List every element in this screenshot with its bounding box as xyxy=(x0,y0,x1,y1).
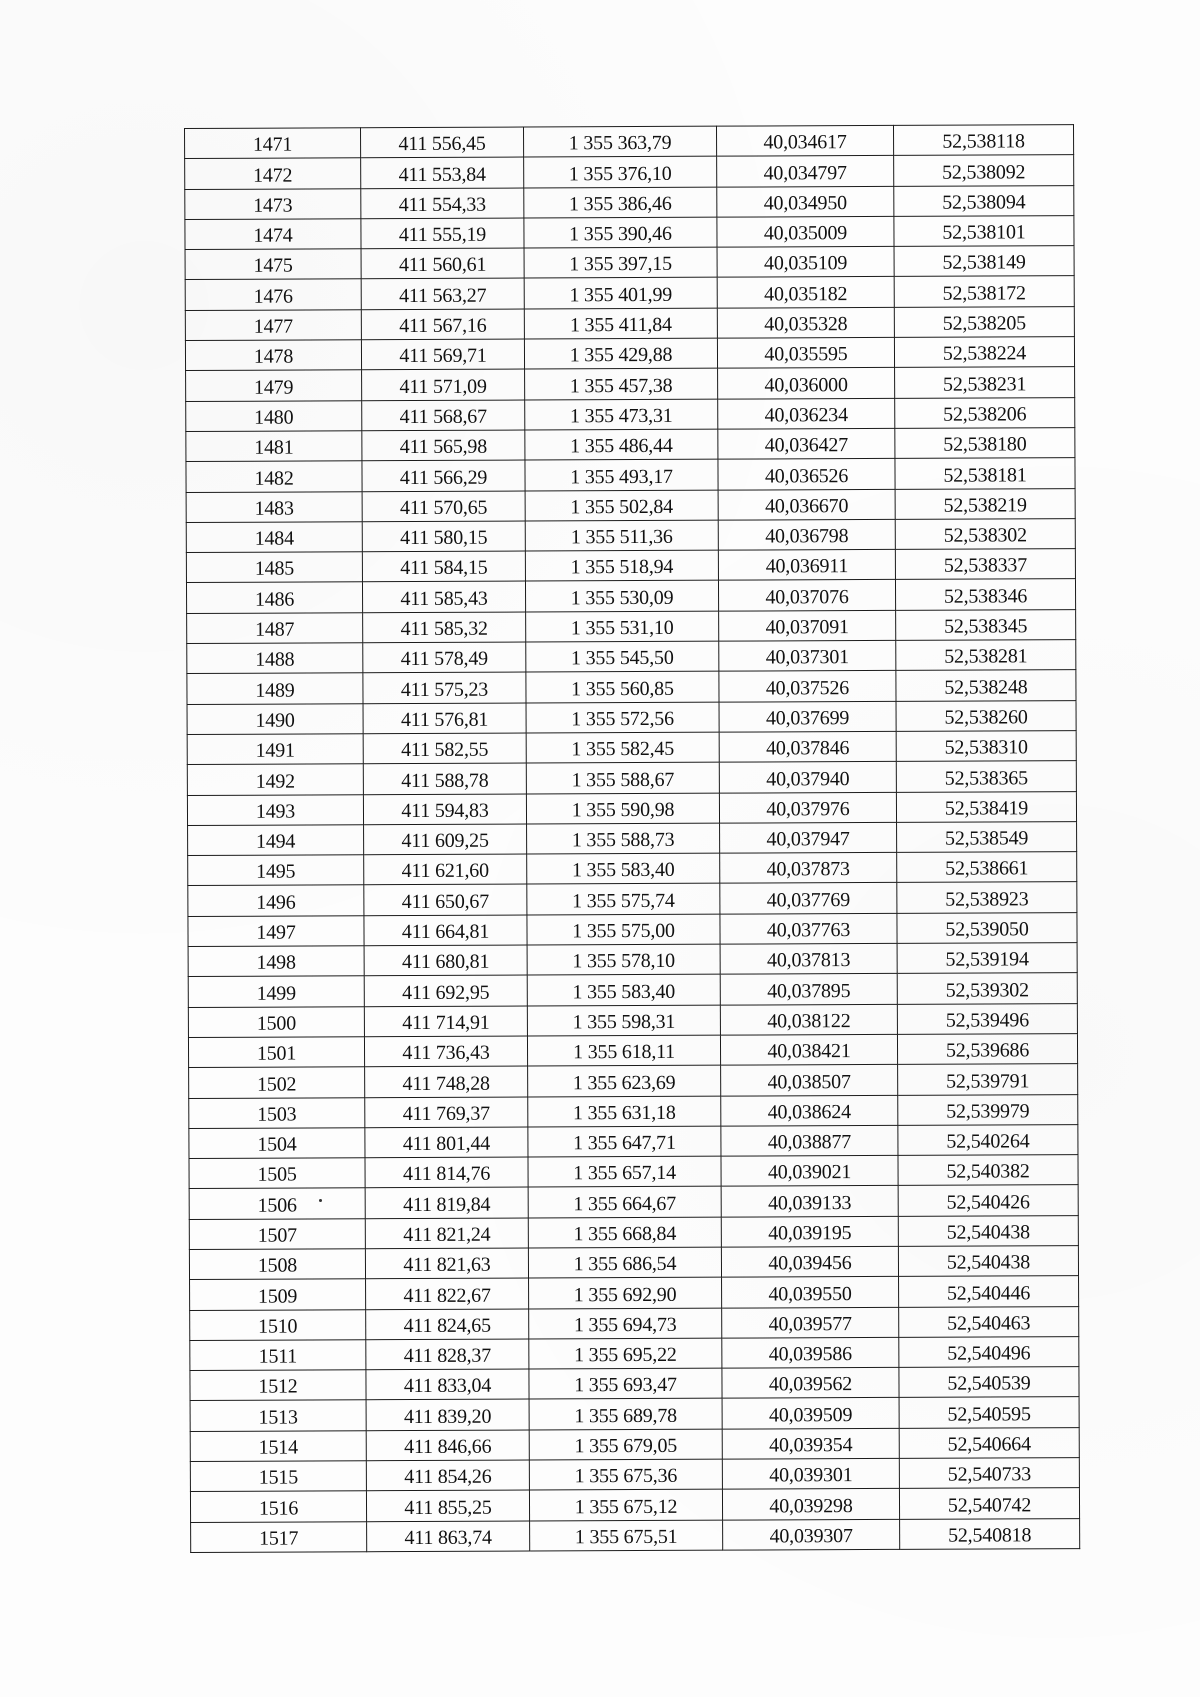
y-coordinate-cell: 1 355 668,84 xyxy=(528,1217,721,1248)
y-coordinate-cell: 1 355 545,50 xyxy=(526,641,719,672)
y-coordinate-cell: 1 355 583,40 xyxy=(527,974,720,1005)
table-row xyxy=(188,1034,1077,1068)
latitude-cell: 40,038122 xyxy=(720,1004,897,1035)
longitude-cell: 52,538101 xyxy=(894,216,1074,247)
x-coordinate-cell: 411 566,29 xyxy=(362,460,525,491)
point-number-cell: 1503 xyxy=(189,1097,365,1128)
table-row xyxy=(189,1215,1078,1249)
x-coordinate-cell: 411 748,28 xyxy=(365,1066,528,1097)
longitude-cell: 52,540742 xyxy=(899,1488,1079,1519)
y-coordinate-cell: 1 355 631,18 xyxy=(528,1096,721,1127)
y-coordinate-cell: 1 355 572,56 xyxy=(526,702,719,733)
longitude-cell: 52,538281 xyxy=(896,640,1076,671)
longitude-cell: 52,540664 xyxy=(899,1427,1079,1458)
point-number-cell: 1497 xyxy=(188,915,364,946)
y-coordinate-cell: 1 355 511,36 xyxy=(525,520,718,551)
table-row xyxy=(190,1488,1079,1522)
longitude-cell: 52,538181 xyxy=(895,458,1075,489)
x-coordinate-cell: 411 580,15 xyxy=(362,521,525,552)
x-coordinate-cell: 411 609,25 xyxy=(364,824,527,855)
latitude-cell: 40,034797 xyxy=(717,156,894,187)
point-number-cell: 1494 xyxy=(188,825,364,856)
point-number-cell: 1512 xyxy=(190,1370,366,1401)
y-coordinate-cell: 1 355 502,84 xyxy=(525,490,718,521)
x-coordinate-cell: 411 554,33 xyxy=(361,188,524,219)
latitude-cell: 40,037301 xyxy=(719,640,896,671)
table-row xyxy=(186,367,1075,401)
table-row xyxy=(190,1306,1079,1340)
x-coordinate-cell: 411 585,32 xyxy=(363,612,526,643)
y-coordinate-cell: 1 355 623,69 xyxy=(528,1065,721,1096)
y-coordinate-cell: 1 355 590,98 xyxy=(526,793,719,824)
table-row xyxy=(185,125,1074,159)
y-coordinate-cell: 1 355 518,94 xyxy=(525,550,718,581)
latitude-cell: 40,037947 xyxy=(720,822,897,853)
point-number-cell: 1498 xyxy=(188,946,364,977)
table-row xyxy=(189,1185,1078,1219)
longitude-cell: 52,540595 xyxy=(899,1397,1079,1428)
longitude-cell: 52,538549 xyxy=(897,821,1077,852)
latitude-cell: 40,039133 xyxy=(721,1186,898,1217)
point-number-cell: 1490 xyxy=(187,703,363,734)
x-coordinate-cell: 411 824,65 xyxy=(366,1309,529,1340)
x-coordinate-cell: 411 821,24 xyxy=(365,1218,528,1249)
y-coordinate-cell: 1 355 390,46 xyxy=(524,217,717,248)
y-coordinate-cell: 1 355 530,09 xyxy=(525,581,718,612)
x-coordinate-cell: 411 664,81 xyxy=(364,915,527,946)
y-coordinate-cell: 1 355 578,10 xyxy=(527,944,720,975)
x-coordinate-cell: 411 585,43 xyxy=(362,581,525,612)
point-number-cell: 1471 xyxy=(185,128,361,159)
table-row xyxy=(185,276,1074,310)
point-number-cell: 1501 xyxy=(188,1037,364,1068)
table-row xyxy=(190,1276,1079,1310)
x-coordinate-cell: 411 556,45 xyxy=(361,127,524,158)
point-number-cell: 1492 xyxy=(187,764,363,795)
table-row xyxy=(186,579,1075,613)
y-coordinate-cell: 1 355 692,90 xyxy=(529,1277,722,1308)
longitude-cell: 52,540818 xyxy=(900,1518,1080,1549)
x-coordinate-cell: 411 855,25 xyxy=(366,1490,529,1521)
point-number-cell: 1475 xyxy=(185,249,361,280)
table-row xyxy=(188,943,1077,977)
longitude-cell: 52,538365 xyxy=(896,761,1076,792)
x-coordinate-cell: 411 565,98 xyxy=(362,430,525,461)
x-coordinate-cell: 411 821,63 xyxy=(365,1248,528,1279)
y-coordinate-cell: 1 355 686,54 xyxy=(528,1247,721,1278)
y-coordinate-cell: 1 355 657,14 xyxy=(528,1156,721,1187)
point-number-cell: 1489 xyxy=(187,673,363,704)
latitude-cell: 40,037895 xyxy=(720,974,897,1005)
point-number-cell: 1516 xyxy=(190,1491,366,1522)
scan-speck xyxy=(319,1199,322,1202)
point-number-cell: 1500 xyxy=(188,1006,364,1037)
table-row xyxy=(188,1003,1077,1037)
longitude-cell: 52,540496 xyxy=(899,1336,1079,1367)
x-coordinate-cell: 411 582,55 xyxy=(363,733,526,764)
x-coordinate-cell: 411 570,65 xyxy=(362,491,525,522)
table-row xyxy=(188,852,1077,886)
latitude-cell: 40,037813 xyxy=(720,943,897,974)
y-coordinate-cell: 1 355 664,67 xyxy=(528,1187,721,1218)
table-row xyxy=(187,640,1076,674)
latitude-cell: 40,036234 xyxy=(718,398,895,429)
x-coordinate-cell: 411 814,76 xyxy=(365,1157,528,1188)
table-row xyxy=(186,397,1075,431)
x-coordinate-cell: 411 801,44 xyxy=(365,1127,528,1158)
latitude-cell: 40,037769 xyxy=(720,883,897,914)
longitude-cell: 52,538180 xyxy=(895,428,1075,459)
point-number-cell: 1491 xyxy=(187,734,363,765)
y-coordinate-cell: 1 355 386,46 xyxy=(524,187,717,218)
latitude-cell: 40,038421 xyxy=(720,1034,897,1065)
y-coordinate-cell: 1 355 675,12 xyxy=(529,1490,722,1521)
longitude-cell: 52,538248 xyxy=(896,670,1076,701)
point-number-cell: 1504 xyxy=(189,1128,365,1159)
x-coordinate-cell: 411 569,71 xyxy=(361,339,524,370)
x-coordinate-cell: 411 854,26 xyxy=(366,1460,529,1491)
latitude-cell: 40,034950 xyxy=(717,186,894,217)
y-coordinate-cell: 1 355 376,10 xyxy=(524,156,717,187)
latitude-cell: 40,037873 xyxy=(720,853,897,884)
longitude-cell: 52,539302 xyxy=(897,973,1077,1004)
latitude-cell: 40,038507 xyxy=(721,1065,898,1096)
y-coordinate-cell: 1 355 583,40 xyxy=(527,853,720,884)
point-number-cell: 1487 xyxy=(187,612,363,643)
y-coordinate-cell: 1 355 694,73 xyxy=(529,1308,722,1339)
x-coordinate-cell: 411 553,84 xyxy=(361,157,524,188)
longitude-cell: 52,538205 xyxy=(894,306,1074,337)
longitude-cell: 52,540539 xyxy=(899,1367,1079,1398)
table-row xyxy=(187,609,1076,643)
y-coordinate-cell: 1 355 582,45 xyxy=(526,732,719,763)
latitude-cell: 40,036670 xyxy=(718,489,895,520)
point-number-cell: 1505 xyxy=(189,1158,365,1189)
table-row xyxy=(187,791,1076,825)
longitude-cell: 52,540438 xyxy=(898,1215,1078,1246)
y-coordinate-cell: 1 355 647,71 xyxy=(528,1126,721,1157)
latitude-cell: 40,036798 xyxy=(718,519,895,550)
longitude-cell: 52,538923 xyxy=(897,882,1077,913)
table-row xyxy=(185,337,1074,371)
x-coordinate-cell: 411 594,83 xyxy=(363,794,526,825)
x-coordinate-cell: 411 714,91 xyxy=(364,1006,527,1037)
table-row xyxy=(190,1367,1079,1401)
longitude-cell: 52,538231 xyxy=(895,367,1075,398)
x-coordinate-cell: 411 828,37 xyxy=(366,1339,529,1370)
x-coordinate-cell: 411 692,95 xyxy=(364,975,527,1006)
y-coordinate-cell: 1 355 401,99 xyxy=(524,278,717,309)
y-coordinate-cell: 1 355 575,00 xyxy=(527,914,720,945)
table-row xyxy=(189,1064,1078,1098)
point-number-cell: 1499 xyxy=(188,976,364,1007)
point-number-cell: 1507 xyxy=(189,1218,365,1249)
longitude-cell: 52,538419 xyxy=(896,791,1076,822)
x-coordinate-cell: 411 833,04 xyxy=(366,1369,529,1400)
point-number-cell: 1510 xyxy=(190,1309,366,1340)
longitude-cell: 52,540438 xyxy=(898,1246,1078,1277)
point-number-cell: 1478 xyxy=(185,340,361,371)
y-coordinate-cell: 1 355 411,84 xyxy=(524,308,717,339)
x-coordinate-cell: 411 555,19 xyxy=(361,218,524,249)
y-coordinate-cell: 1 355 457,38 xyxy=(525,369,718,400)
longitude-cell: 52,538094 xyxy=(894,185,1074,216)
longitude-cell: 52,538260 xyxy=(896,700,1076,731)
table-row xyxy=(187,731,1076,765)
x-coordinate-cell: 411 560,61 xyxy=(361,248,524,279)
table-row xyxy=(186,518,1075,552)
longitude-cell: 52,540733 xyxy=(899,1458,1079,1489)
longitude-cell: 52,538172 xyxy=(894,276,1074,307)
y-coordinate-cell: 1 355 618,11 xyxy=(527,1035,720,1066)
y-coordinate-cell: 1 355 679,05 xyxy=(529,1429,722,1460)
point-number-cell: 1488 xyxy=(187,643,363,674)
point-number-cell: 1517 xyxy=(191,1521,367,1552)
longitude-cell: 52,538346 xyxy=(895,579,1075,610)
x-coordinate-cell: 411 578,49 xyxy=(363,642,526,673)
table-row xyxy=(189,1094,1078,1128)
point-number-cell: 1483 xyxy=(186,491,362,522)
longitude-cell: 52,539496 xyxy=(897,1003,1077,1034)
y-coordinate-cell: 1 355 588,73 xyxy=(527,823,720,854)
x-coordinate-cell: 411 650,67 xyxy=(364,884,527,915)
latitude-cell: 40,037699 xyxy=(719,701,896,732)
table-row xyxy=(190,1397,1079,1431)
y-coordinate-cell: 1 355 493,17 xyxy=(525,459,718,490)
point-number-cell: 1477 xyxy=(185,310,361,341)
y-coordinate-cell: 1 355 473,31 xyxy=(525,399,718,430)
table-row xyxy=(189,1155,1078,1189)
point-number-cell: 1474 xyxy=(185,219,361,250)
point-number-cell: 1486 xyxy=(186,582,362,613)
latitude-cell: 40,035109 xyxy=(717,247,894,278)
longitude-cell: 52,538092 xyxy=(894,155,1074,186)
x-coordinate-cell: 411 568,67 xyxy=(362,400,525,431)
point-number-cell: 1495 xyxy=(188,855,364,886)
latitude-cell: 40,036427 xyxy=(718,428,895,459)
y-coordinate-cell: 1 355 588,67 xyxy=(526,762,719,793)
y-coordinate-cell: 1 355 560,85 xyxy=(526,672,719,703)
longitude-cell: 52,538118 xyxy=(893,125,1073,156)
point-number-cell: 1508 xyxy=(189,1249,365,1280)
table-row xyxy=(188,821,1077,855)
latitude-cell: 40,037976 xyxy=(719,792,896,823)
latitude-cell: 40,036000 xyxy=(718,368,895,399)
table-row xyxy=(185,246,1074,280)
longitude-cell: 52,538224 xyxy=(894,337,1074,368)
x-coordinate-cell: 411 863,74 xyxy=(367,1521,530,1552)
table-row xyxy=(185,185,1074,219)
table-row xyxy=(186,428,1075,462)
x-coordinate-cell: 411 588,78 xyxy=(363,763,526,794)
table-row xyxy=(185,155,1074,189)
table-row xyxy=(186,549,1075,583)
latitude-cell: 40,035595 xyxy=(717,337,894,368)
latitude-cell: 40,035328 xyxy=(717,307,894,338)
point-number-cell: 1479 xyxy=(186,370,362,401)
point-number-cell: 1514 xyxy=(190,1430,366,1461)
latitude-cell: 40,039550 xyxy=(722,1277,899,1308)
latitude-cell: 40,036526 xyxy=(718,459,895,490)
latitude-cell: 40,037940 xyxy=(719,762,896,793)
latitude-cell: 40,039577 xyxy=(722,1307,899,1338)
x-coordinate-cell: 411 571,09 xyxy=(362,369,525,400)
x-coordinate-cell: 411 621,60 xyxy=(364,854,527,885)
latitude-cell: 40,037846 xyxy=(719,731,896,762)
x-coordinate-cell: 411 736,43 xyxy=(364,1036,527,1067)
y-coordinate-cell: 1 355 675,51 xyxy=(530,1520,723,1551)
latitude-cell: 40,039298 xyxy=(722,1489,899,1520)
point-number-cell: 1493 xyxy=(187,794,363,825)
latitude-cell: 40,035009 xyxy=(717,216,894,247)
latitude-cell: 40,039562 xyxy=(722,1368,899,1399)
table-row xyxy=(185,216,1074,250)
point-number-cell: 1476 xyxy=(185,279,361,310)
longitude-cell: 52,538345 xyxy=(896,609,1076,640)
latitude-cell: 40,039354 xyxy=(722,1428,899,1459)
table-row xyxy=(186,488,1075,522)
table-row xyxy=(187,700,1076,734)
point-number-cell: 1511 xyxy=(190,1340,366,1371)
y-coordinate-cell: 1 355 429,88 xyxy=(524,338,717,369)
point-number-cell: 1482 xyxy=(186,461,362,492)
latitude-cell: 40,039301 xyxy=(722,1458,899,1489)
table-row xyxy=(190,1458,1079,1492)
point-number-cell: 1515 xyxy=(190,1461,366,1492)
x-coordinate-cell: 411 769,37 xyxy=(365,1097,528,1128)
longitude-cell: 52,538219 xyxy=(895,488,1075,519)
coordinates-table xyxy=(184,124,1080,1553)
table-row xyxy=(188,882,1077,916)
table-row xyxy=(189,1246,1078,1280)
latitude-cell: 40,037091 xyxy=(719,610,896,641)
longitude-cell: 52,540463 xyxy=(899,1306,1079,1337)
latitude-cell: 40,037763 xyxy=(720,913,897,944)
point-number-cell: 1481 xyxy=(186,431,362,462)
longitude-cell: 52,538310 xyxy=(896,731,1076,762)
point-number-cell: 1496 xyxy=(188,885,364,916)
latitude-cell: 40,039021 xyxy=(721,1155,898,1186)
table-row xyxy=(190,1336,1079,1370)
longitude-cell: 52,540382 xyxy=(898,1155,1078,1186)
y-coordinate-cell: 1 355 575,74 xyxy=(527,884,720,915)
table-row xyxy=(186,458,1075,492)
latitude-cell: 40,039195 xyxy=(721,1216,898,1247)
x-coordinate-cell: 411 576,81 xyxy=(363,703,526,734)
x-coordinate-cell: 411 567,16 xyxy=(361,309,524,340)
longitude-cell: 52,538661 xyxy=(897,852,1077,883)
table-row xyxy=(191,1518,1080,1552)
y-coordinate-cell: 1 355 486,44 xyxy=(525,429,718,460)
x-coordinate-cell: 411 563,27 xyxy=(361,279,524,310)
latitude-cell: 40,039307 xyxy=(723,1519,900,1550)
table-row xyxy=(190,1427,1079,1461)
point-number-cell: 1502 xyxy=(189,1067,365,1098)
x-coordinate-cell: 411 575,23 xyxy=(363,672,526,703)
y-coordinate-cell: 1 355 695,22 xyxy=(529,1338,722,1369)
point-number-cell: 1480 xyxy=(186,400,362,431)
y-coordinate-cell: 1 355 689,78 xyxy=(529,1399,722,1430)
longitude-cell: 52,540446 xyxy=(899,1276,1079,1307)
longitude-cell: 52,538337 xyxy=(895,549,1075,580)
longitude-cell: 52,538302 xyxy=(895,518,1075,549)
latitude-cell: 40,039509 xyxy=(722,1398,899,1429)
x-coordinate-cell: 411 819,84 xyxy=(365,1187,528,1218)
table-row xyxy=(188,912,1077,946)
latitude-cell: 40,037076 xyxy=(718,580,895,611)
latitude-cell: 40,034617 xyxy=(716,125,893,156)
y-coordinate-cell: 1 355 531,10 xyxy=(526,611,719,642)
table-row xyxy=(188,973,1077,1007)
y-coordinate-cell: 1 355 675,36 xyxy=(529,1459,722,1490)
table-row xyxy=(185,306,1074,340)
longitude-cell: 52,540426 xyxy=(898,1185,1078,1216)
y-coordinate-cell: 1 355 598,31 xyxy=(527,1005,720,1036)
x-coordinate-cell: 411 846,66 xyxy=(366,1430,529,1461)
point-number-cell: 1513 xyxy=(190,1400,366,1431)
latitude-cell: 40,036911 xyxy=(718,550,895,581)
longitude-cell: 52,538149 xyxy=(894,246,1074,277)
latitude-cell: 40,038624 xyxy=(721,1095,898,1126)
latitude-cell: 40,037526 xyxy=(719,671,896,702)
latitude-cell: 40,039586 xyxy=(722,1337,899,1368)
y-coordinate-cell: 1 355 363,79 xyxy=(523,126,716,157)
point-number-cell: 1509 xyxy=(190,1279,366,1310)
longitude-cell: 52,539791 xyxy=(898,1064,1078,1095)
x-coordinate-cell: 411 680,81 xyxy=(364,945,527,976)
table-row xyxy=(187,761,1076,795)
latitude-cell: 40,039456 xyxy=(721,1246,898,1277)
point-number-cell: 1472 xyxy=(185,158,361,189)
point-number-cell: 1485 xyxy=(186,552,362,583)
table-row xyxy=(187,670,1076,704)
x-coordinate-cell: 411 822,67 xyxy=(366,1278,529,1309)
longitude-cell: 52,538206 xyxy=(895,397,1075,428)
point-number-cell: 1506 xyxy=(189,1188,365,1219)
point-number-cell: 1473 xyxy=(185,188,361,219)
longitude-cell: 52,539050 xyxy=(897,912,1077,943)
x-coordinate-cell: 411 584,15 xyxy=(362,551,525,582)
table-row xyxy=(189,1124,1078,1158)
latitude-cell: 40,035182 xyxy=(717,277,894,308)
longitude-cell: 52,539979 xyxy=(898,1094,1078,1125)
point-number-cell: 1484 xyxy=(186,522,362,553)
x-coordinate-cell: 411 839,20 xyxy=(366,1399,529,1430)
coordinates-table-body xyxy=(185,125,1080,1553)
longitude-cell: 52,540264 xyxy=(898,1124,1078,1155)
y-coordinate-cell: 1 355 397,15 xyxy=(524,247,717,278)
longitude-cell: 52,539686 xyxy=(897,1034,1077,1065)
latitude-cell: 40,038877 xyxy=(721,1125,898,1156)
longitude-cell: 52,539194 xyxy=(897,943,1077,974)
y-coordinate-cell: 1 355 693,47 xyxy=(529,1368,722,1399)
